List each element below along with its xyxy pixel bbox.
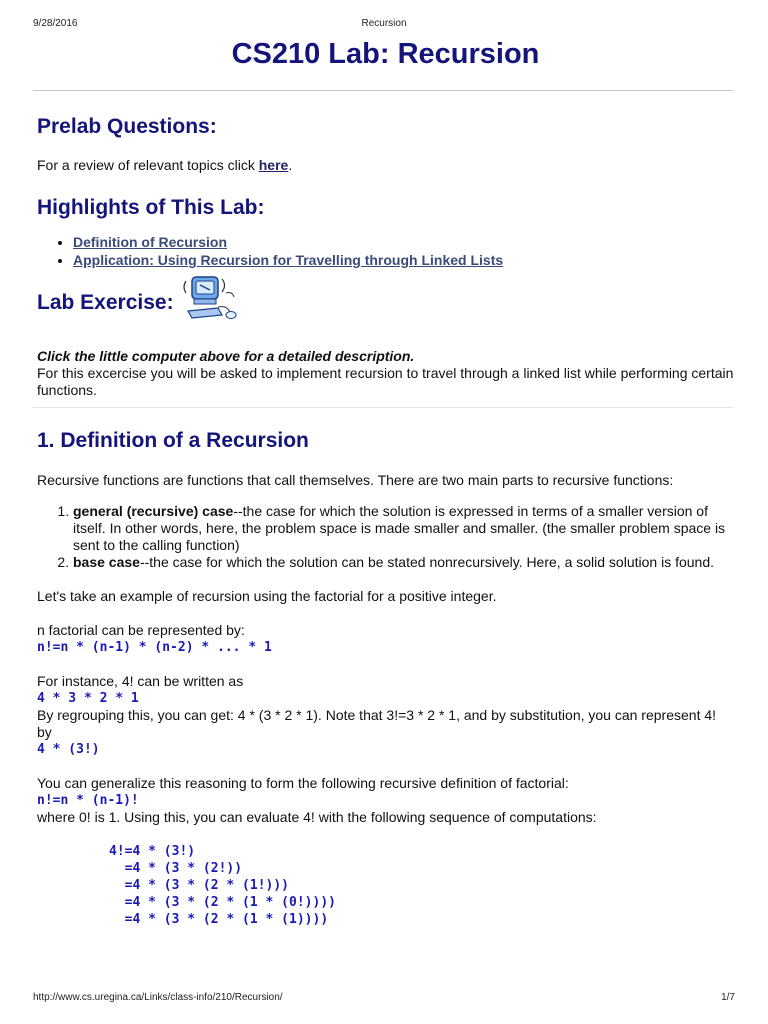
- computation-line: =4 * (3 * (2 * (1 * (1)))): [109, 912, 329, 927]
- computation-block: [37, 843, 734, 928]
- highlights-list: [37, 234, 734, 269]
- prelab-paragraph: [37, 157, 734, 174]
- print-date: 9/28/2016: [33, 18, 78, 29]
- recursion-part-item: [73, 554, 734, 571]
- page-title: CS210 Lab: Recursion: [231, 38, 540, 70]
- document-content: [37, 36, 734, 928]
- section-divider: [33, 407, 733, 408]
- example-intro: Let's take an example of recursion using the factorial for a positive integer.: [37, 588, 497, 604]
- print-page-number: 1/7: [721, 992, 735, 1003]
- print-url: http://www.cs.uregina.ca/Links/class-info/210/Recursion/: [33, 992, 283, 1003]
- lab-exercise-heading: Lab Exercise:: [37, 291, 174, 314]
- recursion-part-term: base case: [73, 554, 140, 570]
- computer-instruction: Click the little computer above for a detailed description.: [37, 348, 415, 364]
- recursion-part-text: --the case for which the solution is expressed in terms of a smaller version of itself. In other words, here, the problem space is made smaller and smaller. (the smaller problem space is sent to the calling function): [73, 503, 726, 553]
- factorial-intro: n factorial can be represented by:: [37, 622, 245, 638]
- print-header-title: Recursion: [361, 18, 407, 29]
- regroup-formula: 4 * (3!): [37, 742, 100, 757]
- lab-exercise-row: [37, 279, 734, 327]
- computation-line: 4!=4 * (3!): [109, 844, 196, 859]
- computation-line: =4 * (3 * (2 * (1 * (0!)))): [109, 895, 336, 910]
- prelab-text-end: .: [288, 157, 293, 173]
- recursion-parts-list: [37, 503, 734, 571]
- regroup-text: By regrouping this, you can get: 4 * (3 * 2 * 1). Note that 3!=3 * 2 * 1, and by substitution, you can represent 4! by: [37, 707, 717, 740]
- computation-line: =4 * (3 * (2!)): [109, 861, 243, 876]
- recursion-part-text: --the case for which the solution can be stated nonrecursively. Here, a solid solution is found.: [139, 554, 715, 570]
- prelab-here-link[interactable]: here: [258, 157, 289, 173]
- computer-icon[interactable]: [178, 273, 242, 327]
- highlight-link-definition[interactable]: Definition of Recursion: [73, 234, 227, 250]
- where-text: where 0! is 1. Using this, you can evaluate 4! with the following sequence of computations:: [37, 809, 597, 825]
- lab-description: For this excercise you will be asked to implement recursion to travel through a linked list while performing certain functions.: [37, 365, 734, 398]
- prelab-heading: Prelab Questions:: [37, 115, 217, 138]
- factorial-formula: n!=n * (n-1) * (n-2) * ... * 1: [37, 640, 272, 655]
- section1-heading: 1. Definition of a Recursion: [37, 429, 309, 452]
- highlights-heading: Highlights of This Lab:: [37, 196, 265, 219]
- instance-text: For instance, 4! can be written as: [37, 673, 244, 689]
- prelab-text: For a review of relevant topics click: [37, 157, 259, 173]
- highlight-item: [73, 234, 734, 251]
- instance-formula: 4 * 3 * 2 * 1: [37, 691, 139, 706]
- recursive-formula: n!=n * (n-1)!: [37, 793, 139, 808]
- title-divider: [33, 90, 733, 91]
- recursion-part-item: [73, 503, 734, 554]
- generalize-text: You can generalize this reasoning to form the following recursive definition of factorial:: [37, 775, 569, 791]
- section1-intro: Recursive functions are functions that call themselves. There are two main parts to recursive functions:: [37, 472, 674, 488]
- computation-line: =4 * (3 * (2 * (1!))): [109, 878, 290, 893]
- highlight-item: [73, 252, 734, 269]
- highlight-link-application[interactable]: Application: Using Recursion for Travelling through Linked Lists: [73, 252, 504, 268]
- recursion-part-term: general (recursive) case: [73, 503, 234, 519]
